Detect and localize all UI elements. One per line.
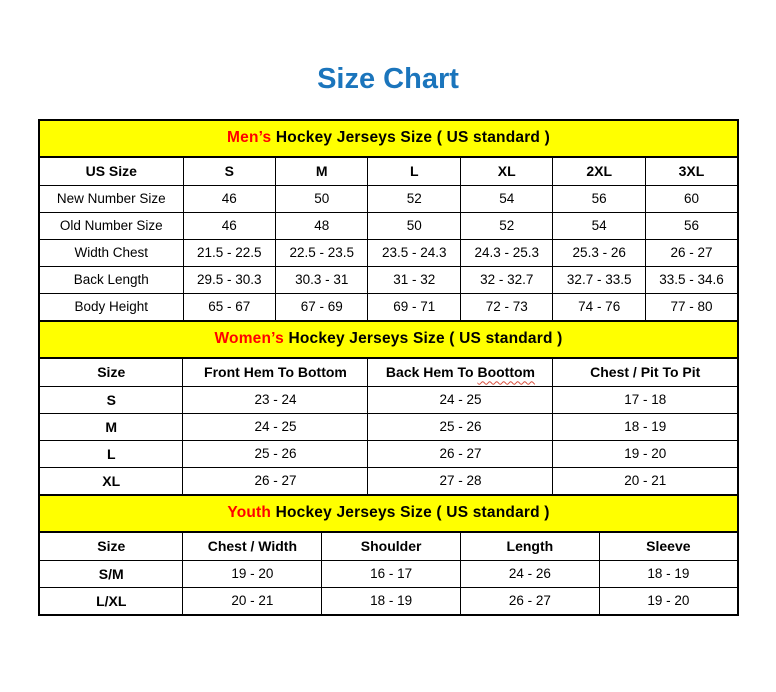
column-header: Size: [39, 358, 183, 387]
row-label: L: [39, 440, 183, 467]
column-header: US Size: [39, 157, 183, 186]
misspelled-word: Boottom: [477, 364, 536, 381]
section-banner-text: Hockey Jerseys Size ( US standard ): [271, 504, 550, 522]
table-cell: 31 - 32: [368, 266, 460, 293]
table-cell: 52: [460, 212, 552, 239]
table-row: [39, 440, 738, 467]
column-header: Chest / Pit To Pit: [553, 358, 738, 387]
table-cell: 24 - 25: [368, 386, 553, 413]
table-cell: 24 - 26: [460, 560, 599, 587]
table-cell: 50: [276, 185, 368, 212]
column-header: Front Hem To Bottom: [183, 358, 368, 387]
table-cell: 69 - 71: [368, 293, 460, 321]
table-row: [39, 587, 738, 615]
column-header: 2XL: [553, 157, 645, 186]
table-row: [39, 266, 738, 293]
row-label: Back Length: [39, 266, 183, 293]
table-cell: 48: [276, 212, 368, 239]
table-cell: 77 - 80: [645, 293, 738, 321]
table-cell: 18 - 19: [553, 413, 738, 440]
table-cell: 54: [553, 212, 645, 239]
table-cell: 23 - 24: [183, 386, 368, 413]
table-cell: 32.7 - 33.5: [553, 266, 645, 293]
table-cell: 26 - 27: [645, 239, 738, 266]
column-header: Length: [460, 532, 599, 561]
row-label: L/XL: [39, 587, 183, 615]
table-cell: 24.3 - 25.3: [460, 239, 552, 266]
table-cell: 60: [645, 185, 738, 212]
table-cell: 67 - 69: [276, 293, 368, 321]
size-table-youth: [38, 494, 739, 616]
column-header: Back Hem To Boottom: [368, 358, 553, 387]
column-header: 3XL: [645, 157, 738, 186]
section-banner-mens: [39, 120, 738, 157]
table-row: [39, 239, 738, 266]
row-label: Width Chest: [39, 239, 183, 266]
size-chart-tables: [38, 119, 739, 616]
section-banner-text: Hockey Jerseys Size ( US standard ): [271, 129, 550, 147]
table-cell: 20 - 21: [183, 587, 322, 615]
table-cell: 65 - 67: [183, 293, 275, 321]
table-row: [39, 212, 738, 239]
table-row: [39, 467, 738, 495]
section-banner-row: [39, 321, 738, 358]
table-cell: 19 - 20: [553, 440, 738, 467]
table-cell: 18 - 19: [322, 587, 461, 615]
row-label: XL: [39, 467, 183, 495]
table-cell: 52: [368, 185, 460, 212]
table-cell: 20 - 21: [553, 467, 738, 495]
section-banner-womens: [39, 321, 738, 358]
table-cell: 25 - 26: [183, 440, 368, 467]
table-cell: 18 - 19: [599, 560, 738, 587]
table-cell: 25.3 - 26: [553, 239, 645, 266]
section-banner-text: Hockey Jerseys Size ( US standard ): [283, 330, 563, 348]
row-label: Body Height: [39, 293, 183, 321]
row-label: M: [39, 413, 183, 440]
table-row: [39, 185, 738, 212]
table-cell: 26 - 27: [460, 587, 599, 615]
table-cell: 26 - 27: [183, 467, 368, 495]
column-header: Sleeve: [599, 532, 738, 561]
table-cell: 25 - 26: [368, 413, 553, 440]
table-cell: 72 - 73: [460, 293, 552, 321]
table-cell: 27 - 28: [368, 467, 553, 495]
section-banner-row: [39, 120, 738, 157]
column-header: M: [276, 157, 368, 186]
row-label: New Number Size: [39, 185, 183, 212]
table-cell: 46: [183, 212, 275, 239]
table-row: [39, 560, 738, 587]
table-cell: 33.5 - 34.6: [645, 266, 738, 293]
table-cell: 29.5 - 30.3: [183, 266, 275, 293]
table-cell: 21.5 - 22.5: [183, 239, 275, 266]
table-cell: 56: [553, 185, 645, 212]
table-cell: 50: [368, 212, 460, 239]
row-label: S/M: [39, 560, 183, 587]
page-title: Size Chart: [317, 63, 459, 95]
table-cell: 46: [183, 185, 275, 212]
table-cell: 74 - 76: [553, 293, 645, 321]
column-header-row: [39, 358, 738, 387]
table-cell: 24 - 25: [183, 413, 368, 440]
table-cell: 56: [645, 212, 738, 239]
table-cell: 32 - 32.7: [460, 266, 552, 293]
table-cell: 19 - 20: [183, 560, 322, 587]
column-header-row: [39, 532, 738, 561]
table-row: [39, 293, 738, 321]
table-cell: 26 - 27: [368, 440, 553, 467]
column-header-row: [39, 157, 738, 186]
section-banner-highlight: Youth: [227, 504, 272, 522]
table-cell: 54: [460, 185, 552, 212]
column-header: S: [183, 157, 275, 186]
table-cell: 22.5 - 23.5: [276, 239, 368, 266]
row-label: Old Number Size: [39, 212, 183, 239]
size-table-womens: [38, 320, 739, 496]
column-header: L: [368, 157, 460, 186]
table-cell: 19 - 20: [599, 587, 738, 615]
section-banner-highlight: Men’s: [227, 129, 272, 147]
section-banner-row: [39, 495, 738, 532]
table-cell: 17 - 18: [553, 386, 738, 413]
column-header: XL: [460, 157, 552, 186]
table-row: [39, 386, 738, 413]
column-header: Chest / Width: [183, 532, 322, 561]
table-cell: 16 - 17: [322, 560, 461, 587]
table-row: [39, 413, 738, 440]
table-cell: 30.3 - 31: [276, 266, 368, 293]
row-label: S: [39, 386, 183, 413]
column-header: Size: [39, 532, 183, 561]
section-banner-highlight: Women’s: [214, 330, 284, 348]
column-header: Shoulder: [322, 532, 461, 561]
table-cell: 23.5 - 24.3: [368, 239, 460, 266]
section-banner-youth: [39, 495, 738, 532]
size-table-mens: [38, 119, 739, 322]
